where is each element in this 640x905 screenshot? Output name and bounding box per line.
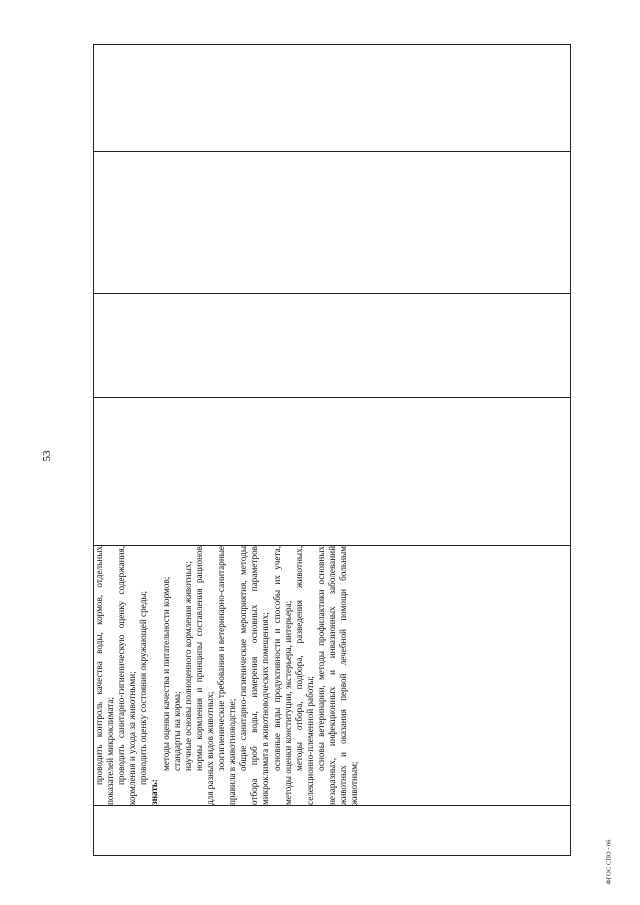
requirement-line: методы отбора, подбора, разведения животных, селекционно-племенной работы; [293,546,315,805]
section-heading: знать: [149,779,160,805]
requirement-line: научные основы полноценного кормления животных; [182,561,193,771]
empty-cell [94,152,571,294]
table-row [94,45,571,856]
footer-code-text: ФГОС СПО - 06 [605,839,613,885]
requirement-line: основные виды продуктивности и способы их учета, методы оценки конституции, экстерьера, интерьера; [271,546,293,805]
requirement-line: зоогигиенические требования и ветеринарно-санитарные правила в животноводстве; [216,546,238,805]
code-cell [94,806,571,856]
competency-table [93,44,571,856]
empty-cell [94,294,571,398]
empty-cell [94,398,571,546]
requirement-line: методы оценки качества и питательности кормов; [160,576,171,771]
requirement-line: проводить санитарно-гигиеническую оценку содержания, кормления и ухода за животными; [116,546,138,805]
requirement-line: нормы кормления и принципы составления рационов для разных видов животных; [193,546,215,805]
competency-table-container [93,51,571,856]
requirement-line: общие санитарно-гигиенические мероприятия, методы отбора проб воды, измерения основных параметров микроклимата в животноводческих помещениях; [238,546,271,805]
page-number-text: 53 [41,450,53,462]
requirements-cell [94,546,571,806]
requirement-line: проводить контроль качества воды, кормов, отдельных показателей микроклимата; [94,546,116,805]
requirement-line: основы ветеринарии, методы профилактики основных незаразных, инфекционных и инвазионных заболеваний животных и оказания первой лечебной помощи больным животным; [315,546,360,805]
requirement-line: проводить оценку состояния окружающей среды; [138,590,149,785]
empty-cell [94,45,571,152]
requirement-line: стандарты на корма; [171,691,182,771]
